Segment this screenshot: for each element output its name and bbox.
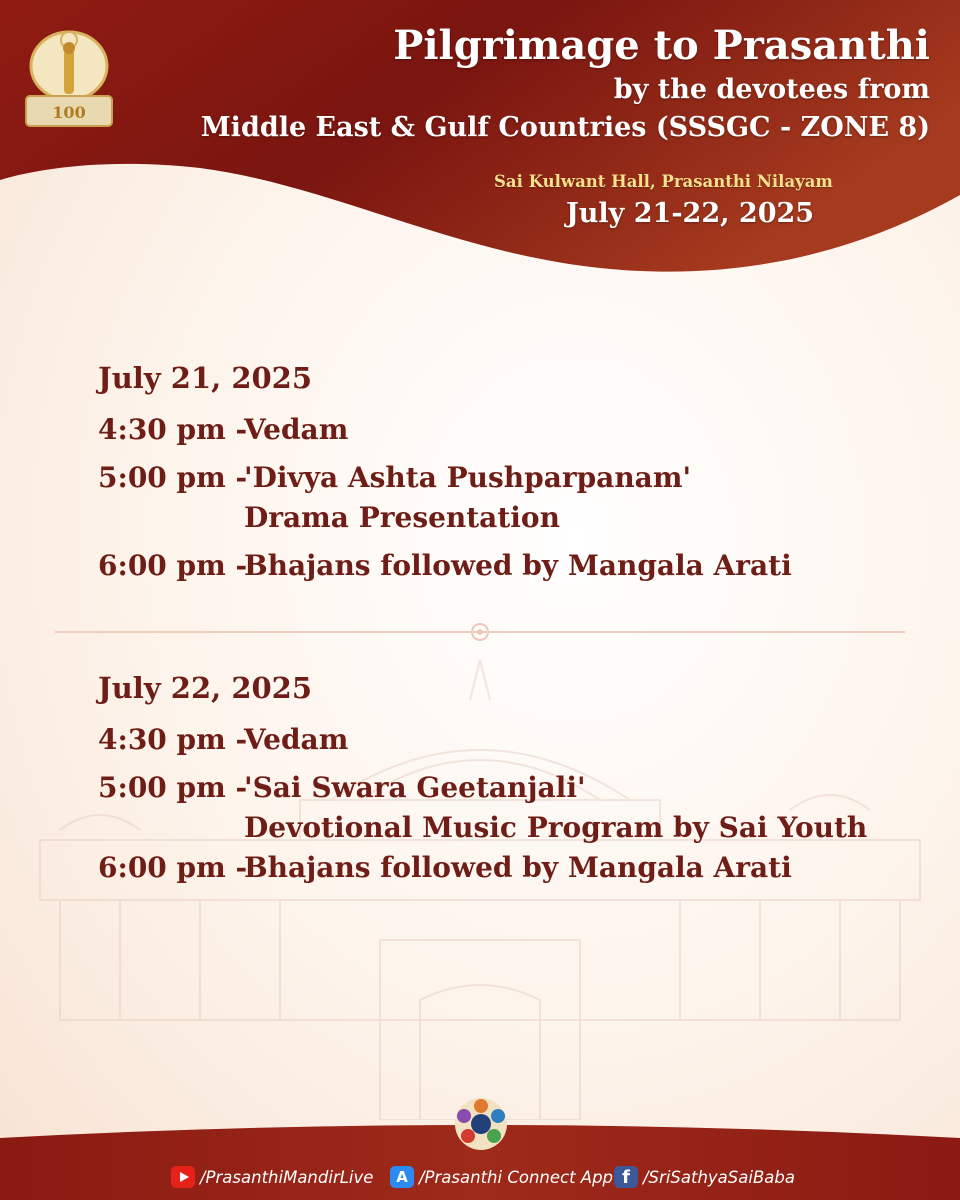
schedule-item bbox=[98, 720, 867, 760]
centenary-logo-icon bbox=[22, 24, 116, 136]
schedule-item bbox=[98, 768, 867, 848]
item-description: 'Divya Ashta Pushparpanam' bbox=[244, 461, 692, 494]
subtitle-region: Middle East & Gulf Countries (SSSGC - ZONE 8) bbox=[200, 112, 930, 143]
app-store-icon: A bbox=[390, 1166, 414, 1188]
youtube-icon bbox=[171, 1166, 195, 1188]
schedule-day-2 bbox=[98, 670, 867, 888]
schedule-item bbox=[98, 546, 792, 586]
day-date: July 22, 2025 bbox=[98, 671, 313, 705]
youtube-link[interactable] bbox=[171, 1163, 373, 1191]
item-description: 'Sai Swara Geetanjali' bbox=[244, 771, 586, 804]
item-time: 4:30 pm - bbox=[98, 723, 248, 756]
svg-text:100: 100 bbox=[52, 103, 86, 122]
divider-ornament-icon bbox=[468, 620, 492, 644]
item-description: Bhajans followed by Mangala Arati bbox=[244, 851, 792, 884]
app-name: /Prasanthi Connect App bbox=[419, 1167, 614, 1187]
page-title: Pilgrimage to Prasanthi bbox=[393, 22, 930, 69]
item-time: 6:00 pm - bbox=[98, 851, 248, 884]
item-description: Bhajans followed by Mangala Arati bbox=[244, 549, 792, 582]
sai-emblem-icon bbox=[453, 1096, 509, 1152]
venue-label: Sai Kulwant Hall, Prasanthi Nilayam bbox=[494, 172, 833, 191]
facebook-icon: f bbox=[614, 1166, 638, 1188]
event-dates: July 21-22, 2025 bbox=[566, 198, 815, 229]
schedule-item bbox=[98, 848, 867, 888]
item-time: 5:00 pm - bbox=[98, 461, 248, 494]
item-time: 5:00 pm - bbox=[98, 771, 248, 804]
schedule-item bbox=[98, 458, 792, 538]
schedule-day-1 bbox=[98, 360, 792, 586]
item-description: Vedam bbox=[244, 723, 349, 756]
subtitle-devotees: by the devotees from bbox=[613, 74, 930, 105]
item-description-cont: Drama Presentation bbox=[244, 501, 560, 534]
item-time: 4:30 pm - bbox=[98, 413, 248, 446]
item-description-cont: Devotional Music Program by Sai Youth bbox=[244, 811, 868, 844]
facebook-handle: /SriSathyaSaiBaba bbox=[643, 1167, 795, 1187]
youtube-handle: /PrasanthiMandirLive bbox=[200, 1167, 374, 1187]
facebook-link[interactable] bbox=[614, 1163, 795, 1191]
item-description: Vedam bbox=[244, 413, 349, 446]
schedule-item bbox=[98, 410, 792, 450]
header-text-block bbox=[201, 20, 930, 148]
day-date: July 21, 2025 bbox=[98, 361, 313, 395]
app-link[interactable] bbox=[390, 1163, 613, 1191]
item-time: 6:00 pm - bbox=[98, 549, 248, 582]
